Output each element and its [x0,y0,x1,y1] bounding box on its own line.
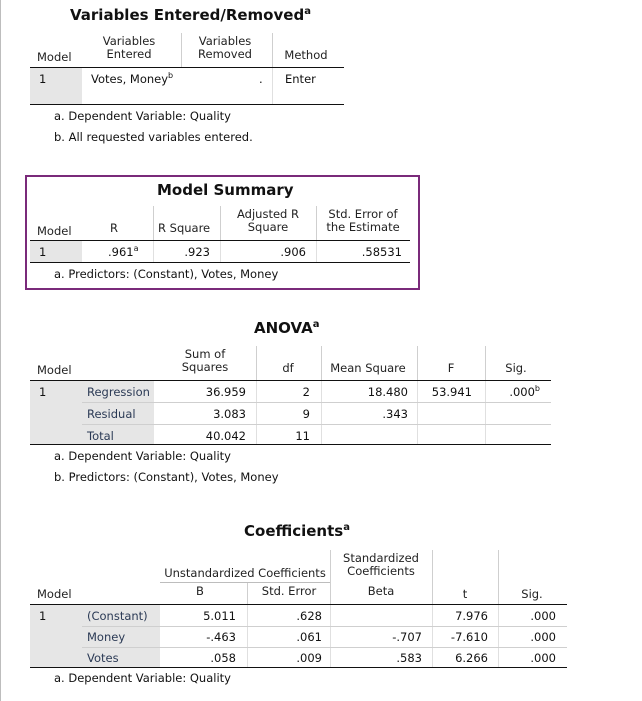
divider [330,550,331,604]
row-label: Residual [87,407,136,421]
footnote-a: a. Dependent Variable: Quality [54,449,231,463]
cell-t: -7.610 [450,630,488,644]
model-column-shade [30,241,82,262]
cell-b: .058 [210,651,236,665]
divider [153,206,154,240]
divider [321,346,322,380]
cell-sig: .000 [530,630,556,644]
cell-sig: .000 [530,651,556,665]
divider [485,346,486,380]
divider [316,241,317,262]
model-column-shade [30,381,82,444]
header-std-error: Std. Error of the Estimate [326,207,400,234]
rule [30,667,567,668]
header-f: F [447,361,455,375]
divider [247,583,248,604]
header-model: Model [37,363,72,377]
header-beta: Beta [367,584,395,598]
cell-sum-of-squares: 3.083 [213,407,246,421]
table-title: Model Summary [157,181,294,199]
row-label: Money [87,630,126,644]
row-separator [82,647,567,648]
cell-sum-of-squares: 36.959 [205,385,246,399]
footnote-b: b. Predictors: (Constant), Votes, Money [54,470,279,484]
divider [330,605,331,667]
cell-std-error: .061 [296,630,322,644]
header-group-rule [160,582,330,583]
header-model: Model [37,587,72,601]
divider [181,33,182,67]
cell-r: .961$^a$ [108,244,139,259]
cell-df: 2 [302,385,310,399]
cell-r-square: .923 [184,245,210,259]
divider [272,33,273,67]
footnote-a: a. Dependent Variable: Quality [54,671,231,685]
rule [30,262,410,263]
cell-beta: -.707 [392,630,422,644]
footnote-a: a. Dependent Variable: Quality [54,109,231,123]
header-mean-square: Mean Square [330,361,406,375]
cell-beta: .583 [396,651,422,665]
table-title: Coefficients$^a$ [244,522,350,540]
divider [498,605,499,667]
divider [220,241,221,262]
header-sig: Sig. [505,361,527,375]
cell-adjusted-r-square: .906 [280,245,306,259]
cell-method: Enter [285,72,316,86]
header-r: R [110,221,118,235]
row-label: Votes [87,651,119,665]
cell-mean-square: .343 [382,407,408,421]
cell-mean-square: 18.480 [367,385,408,399]
header-model: Model [37,50,72,64]
row-label: (Constant) [87,609,148,623]
cell-model: 1 [39,609,47,623]
cell-t: 6.266 [455,651,488,665]
cell-df: 11 [295,429,310,443]
cell-model: 1 [39,72,47,86]
header-method: Method [284,48,328,62]
footnote-b: b. All requested variables entered. [54,130,253,144]
cell-sig: .000 [530,609,556,623]
model-column-shade [30,68,82,104]
divider [220,206,221,240]
row-label: Regression [87,385,150,399]
header-sig: Sig. [521,587,543,601]
header-model: Model [37,224,72,238]
cell-variables-entered: Votes, Money$^b$ [91,71,174,86]
cell-variables-removed: . [259,72,263,86]
header-variables-removed: Variables Removed [198,34,252,61]
divider [256,346,257,380]
cell-b: -.463 [206,630,236,644]
divider [417,381,418,444]
cell-model: 1 [39,385,47,399]
header-unstandardized-coefficients: Unstandardized Coefficients [164,566,326,580]
cell-std-error: .58531 [361,245,402,259]
cell-t: 7.976 [455,609,488,623]
header-standardized-coefficients: Standardized Coefficients [343,551,419,578]
rule [30,444,551,445]
divider [321,381,322,444]
divider [432,605,433,667]
table-title: ANOVA$^a$ [254,319,320,337]
divider [417,346,418,380]
divider [316,206,317,240]
row-separator [82,424,551,425]
divider [498,550,499,604]
divider [256,381,257,444]
model-column-shade [30,605,82,667]
cell-sig: .000$^b$ [509,384,540,399]
header-r-square: R Square [158,221,211,235]
divider [485,381,486,444]
header-std-error: Std. Error [261,584,317,598]
divider [432,550,433,604]
footnote-a: a. Predictors: (Constant), Votes, Money [54,267,279,281]
header-t: t [462,587,468,601]
cell-b: 5.011 [203,609,236,623]
row-separator [82,626,567,627]
row-label: Total [87,429,114,443]
row-separator [82,402,551,403]
divider [272,68,273,104]
header-adjusted-r-square: Adjusted R Square [237,207,299,234]
header-variables-entered: Variables Entered [102,34,156,61]
header-b: B [196,584,204,598]
cell-std-error: .628 [296,609,322,623]
cell-sum-of-squares: 40.042 [205,429,246,443]
cell-std-error: .009 [296,651,322,665]
cell-f: 53.941 [431,385,472,399]
header-sum-of-squares: Sum of Squares [181,347,229,374]
cell-df: 9 [302,407,310,421]
left-border [0,0,1,701]
divider [247,605,248,667]
rule [30,104,344,105]
divider [153,241,154,262]
header-df: df [282,361,294,375]
cell-model: 1 [39,245,47,259]
table-title: Variables Entered/Removed$^a$ [70,6,311,24]
